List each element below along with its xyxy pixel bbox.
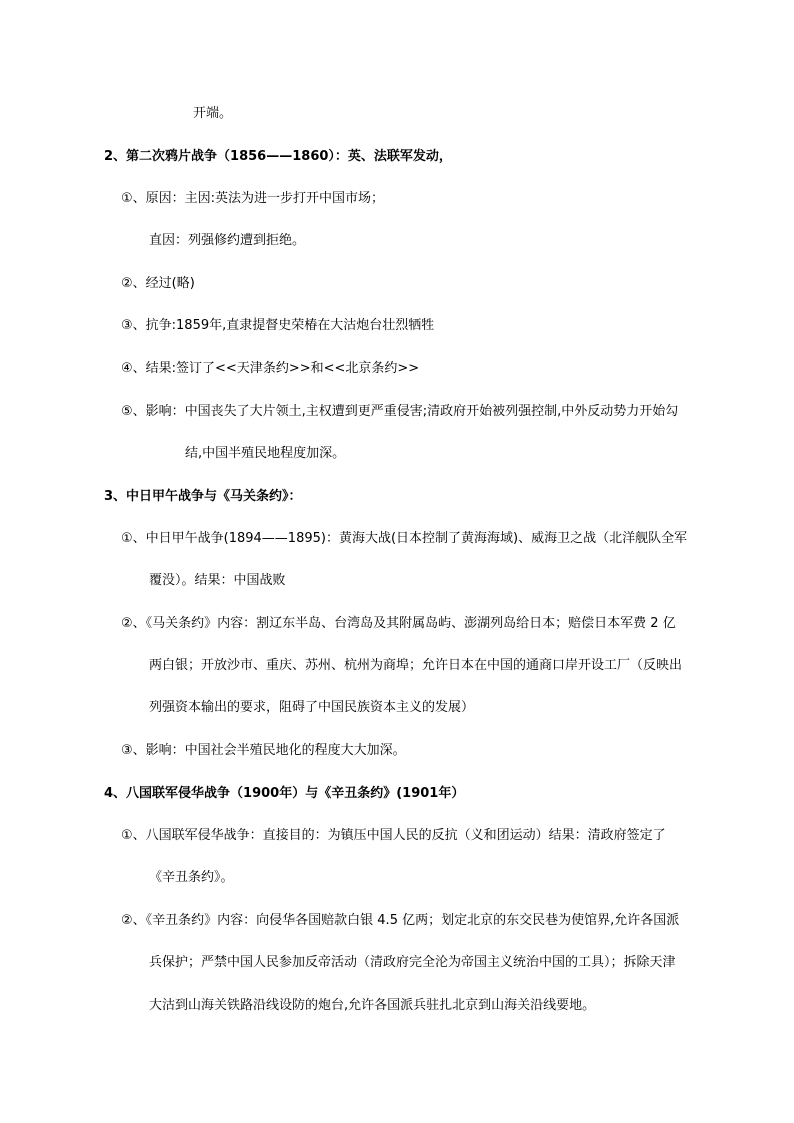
list-item-eight-nation-war: ①、八国联军侵华战争：直接目的：为镇压中国人民的反抗（义和团运动）结果：清政府签定了 [121, 828, 666, 843]
list-item-treaty-content-continued: 列强资本输出的要求，阻碍了中国民族资本主义的发展） [149, 700, 475, 715]
list-item-sino-japanese-war-continued: 覆没）。结果：中国战败 [149, 573, 286, 588]
list-item-cause-direct: 直因：列强修约遭到拒绝。 [149, 233, 306, 248]
list-item-cause: ①、原因：主因:英法为进一步打开中国市场； [121, 191, 385, 206]
list-item-boxer-protocol-content: ②、《辛丑条约》内容：向侵华各国赔款白银 4.5 亿两；划定北京的东交民巷为使馆界,允许各国派 [121, 913, 680, 928]
list-item-impact: ⑤、影响：中国丧失了大片领土,主权遭到更严重侵害;清政府开始被列强控制,中外反动势力开始勾 [121, 404, 679, 419]
section-heading-3: 3、中日甲午战争与《马关条约》： [104, 489, 302, 504]
text-line-continuation: 开端。 [193, 106, 233, 121]
list-item-impact: ③、影响：中国社会半殖民地化的程度大大加深。 [121, 743, 406, 758]
list-item-impact-continued: 结,中国半殖民地程度加深。 [185, 446, 346, 461]
list-item-sino-japanese-war: ①、中日甲午战争(1894——1895)：黄海大战(日本控制了黄海海域)、威海卫之战（北洋舰队全军 [121, 531, 688, 546]
section-heading-4: 4、八国联军侵华战争（1900年）与《辛丑条约》(1901年） [104, 786, 465, 801]
list-item-boxer-protocol-content-continued: 大沽到山海关铁路沿线设防的炮台,允许各国派兵驻扎北京到山海关沿线要地。 [149, 998, 596, 1013]
list-item-treaty-content-continued: 两白银；开放沙市、重庆、苏州、杭州为商埠；允许日本在中国的通商口岸开设工厂（反映出 [149, 658, 683, 673]
list-item-resistance: ③、抗争:1859年,直隶提督史荣椿在大沽炮台壮烈牺牲 [121, 318, 435, 333]
list-item-boxer-protocol-content-continued: 兵保护；严禁中国人民参加反帝活动（清政府完全沦为帝国主义统治中国的工具）；拆除天津 [149, 955, 676, 970]
list-item-result: ④、结果:签订了<<天津条约>>和<<北京条约>> [121, 361, 420, 376]
list-item-process: ②、经过(略) [121, 276, 195, 291]
list-item-treaty-content: ②、《马关条约》内容：割辽东半岛、台湾岛及其附属岛屿、澎湖列岛给日本；赔偿日本军费 2 亿 [121, 616, 676, 631]
list-item-eight-nation-war-continued: 《辛丑条约》。 [149, 870, 234, 885]
section-heading-2: 2、第二次鸦片战争（1856——1860）：英、法联军发动， [104, 149, 452, 164]
